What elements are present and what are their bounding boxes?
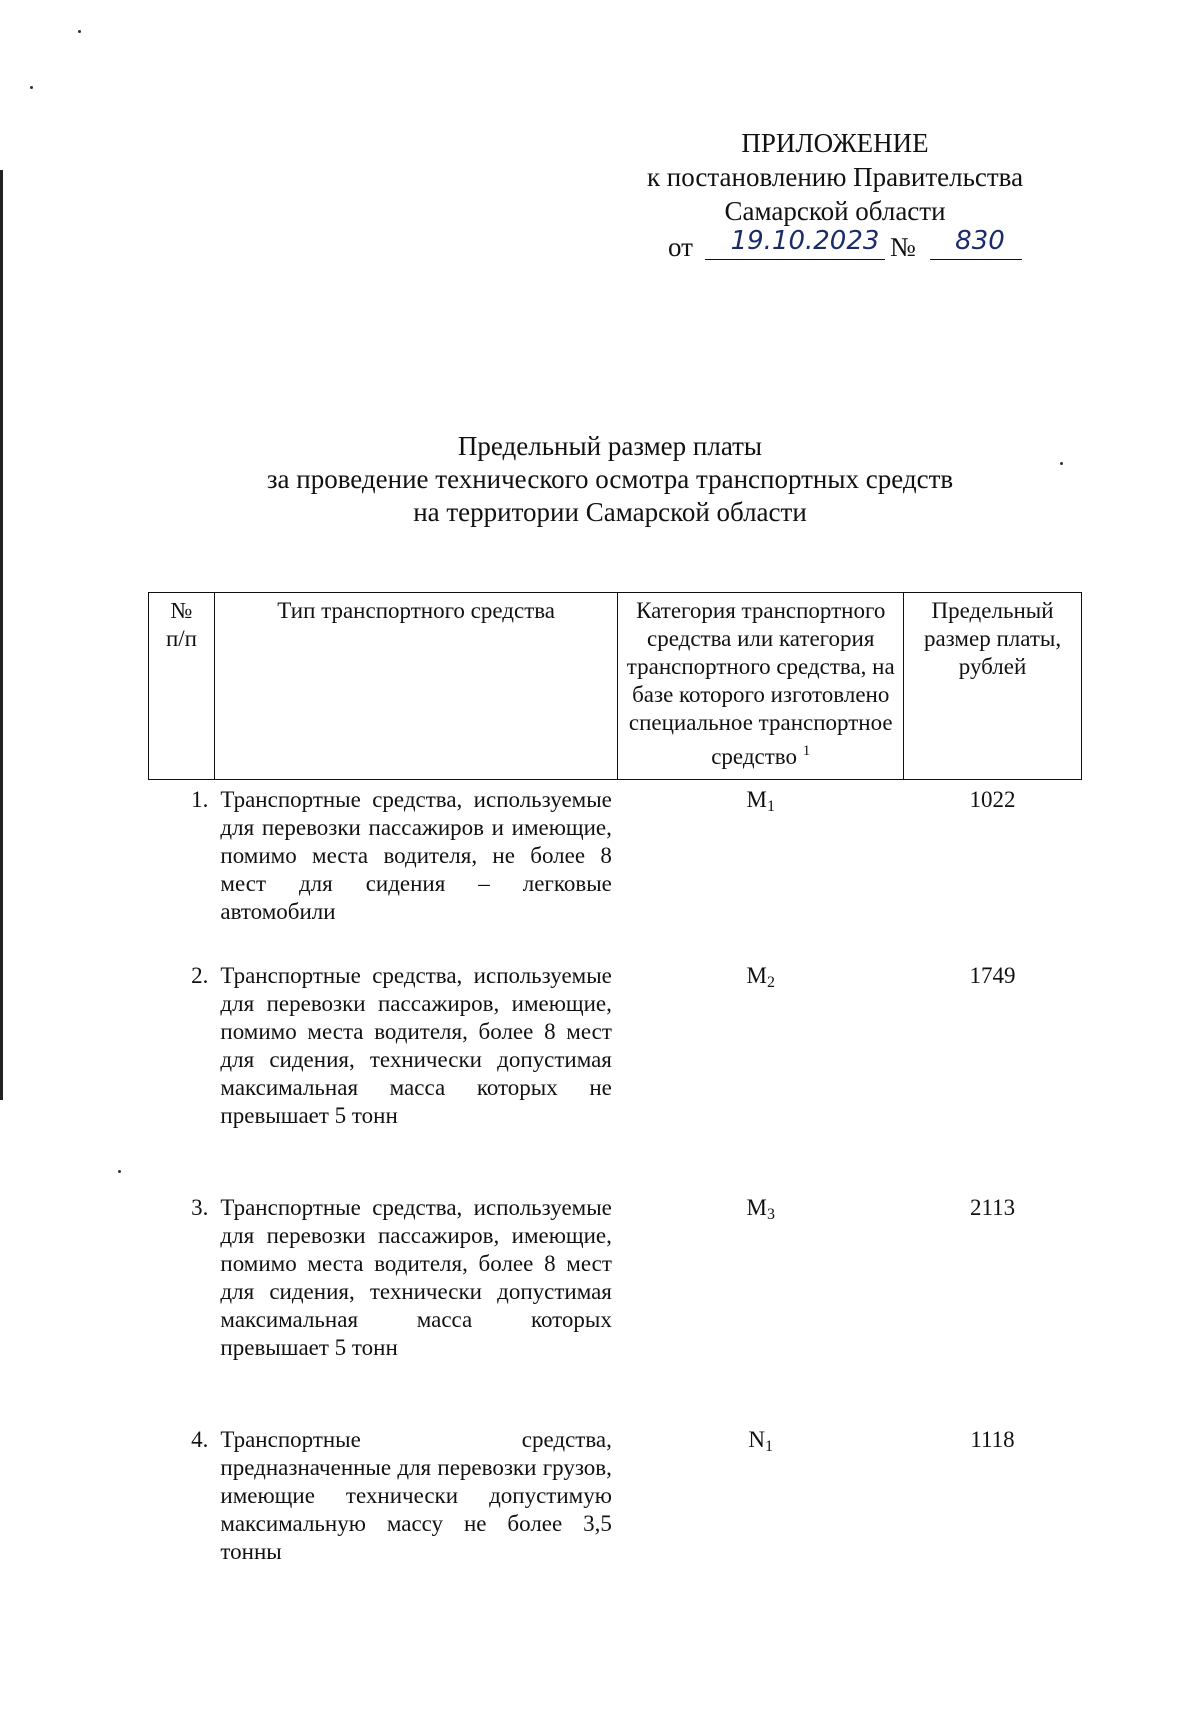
title-line-2: за проведение технического осмотра транспортных средств: [266, 464, 954, 494]
header-number-line-2: п/п: [165, 626, 197, 651]
row-fee: 1118: [970, 1427, 1015, 1452]
table-header-row: [149, 593, 1082, 780]
category-letter: M: [746, 1195, 767, 1220]
row-vehicle-type: Транспортные средства, предназначенные для перевозки грузов, имеющие технически допустимую максимальную массу не более 3,5 тонны: [220, 1427, 612, 1564]
header-category: [618, 593, 904, 780]
header-number-line-1: №: [170, 598, 193, 623]
row-category: [618, 956, 904, 1188]
row-fee: 2113: [969, 1195, 1016, 1220]
scan-speck: [118, 1170, 121, 1173]
scan-edge-artifact: [0, 170, 3, 1100]
table-row: [149, 956, 1082, 1188]
category-index: 3: [766, 1206, 775, 1223]
row-number: 3.: [191, 1195, 209, 1220]
table-row: [149, 1420, 1082, 1576]
row-vehicle-type: Транспортные средства, используемые для перевозки пассажиров, имеющие, помимо места водителя, более 8 мест для сидения, технически допустимая максимальная масса которых не превышает 5 тонн: [220, 963, 612, 1128]
number-sign: №: [890, 232, 916, 262]
row-vehicle-type: Транспортные средства, используемые для перевозки пассажиров, имеющие, помимо места водителя, более 8 мест для сидения, технически допустимая максимальная масса которых превышает 5 тонн: [220, 1195, 612, 1360]
date-number-line: [600, 228, 1070, 268]
title-line-1: Предельный размер платы: [457, 431, 763, 461]
appendix-header: [600, 126, 1070, 268]
fee-table: [148, 592, 1082, 1576]
table-row: [149, 1188, 1082, 1420]
handwritten-number: 830: [930, 224, 1022, 260]
row-fee: 1749: [969, 963, 1016, 988]
appendix-line-1: к постановлению Правительства: [646, 162, 1024, 192]
table-row: [149, 780, 1082, 957]
scan-speck: [1060, 462, 1063, 465]
row-category: [618, 1188, 904, 1420]
appendix-line-2: Самарской области: [724, 196, 946, 226]
title-line-3: на территории Самарской области: [413, 497, 807, 527]
row-category: [618, 780, 904, 957]
category-index: 1: [765, 1438, 774, 1455]
category-index: 2: [766, 974, 775, 991]
row-number: 1.: [191, 787, 209, 812]
header-fee: Предельный размер платы, рублей: [904, 593, 1082, 780]
document-title: [200, 430, 1020, 529]
header-category-text: Категория транспортного средства или категория транспортного средства, на базе которого изготовлено специальное транспортное средство: [626, 598, 895, 769]
date-prefix: от: [668, 232, 693, 262]
row-number: 2.: [191, 963, 209, 988]
appendix-heading: ПРИЛОЖЕНИЕ: [741, 128, 929, 158]
header-number: [149, 593, 215, 780]
category-letter: M: [746, 787, 767, 812]
row-number: 4.: [191, 1427, 209, 1452]
category-letter: N: [748, 1427, 766, 1452]
header-category-footnote: 1: [802, 743, 811, 759]
row-vehicle-type: Транспортные средства, используемые для перевозки пассажиров и имеющие, помимо места водителя, не более 8 мест для сидения – легковые автомобили: [220, 787, 612, 924]
scan-speck: [30, 86, 33, 89]
header-type: Тип транспортного средства: [214, 593, 617, 780]
row-category: [618, 1420, 904, 1576]
handwritten-date: 19.10.2023: [705, 224, 885, 260]
category-index: 1: [766, 798, 775, 815]
row-fee: 1022: [969, 787, 1016, 812]
scan-speck: [78, 30, 81, 33]
category-letter: M: [746, 963, 767, 988]
